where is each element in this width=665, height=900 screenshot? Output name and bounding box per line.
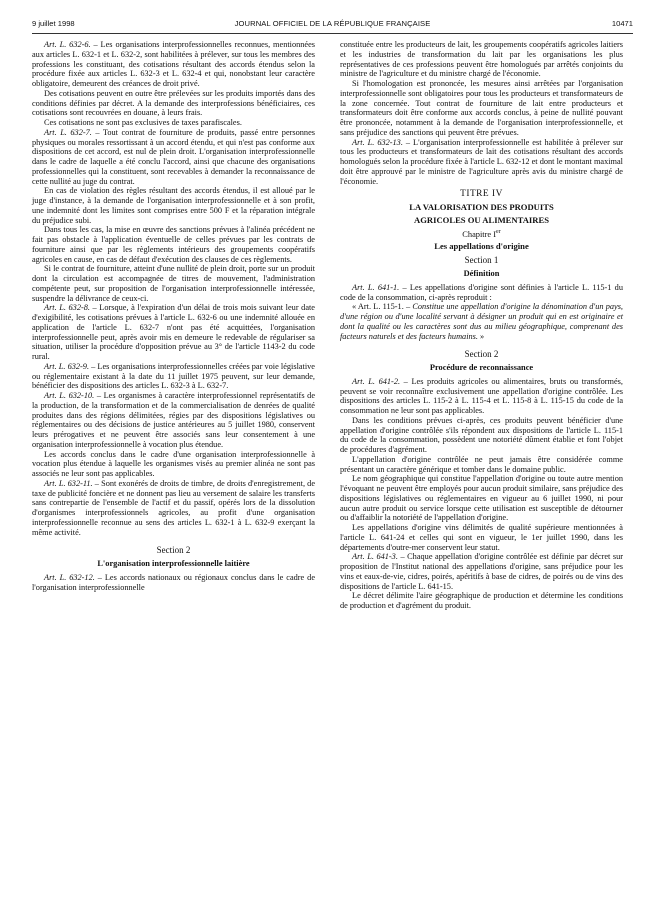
article-ref: Art. L. 632-13. [352, 137, 403, 147]
header-date: 9 juillet 1998 [32, 19, 75, 28]
quote-suffix: » [477, 331, 485, 341]
quote-italic-text: Constitue une appellation d'origine la dénomination d'un pays, d'une région ou d'une localité servant à désigner un produit qui en est originaire et dont la qualité ou les caractères sont dus au milieu géographique, comprenant des facteurs naturels et des facteurs humains. [340, 302, 624, 341]
paragraph [32, 303, 315, 362]
paragraph-text: – Tout contrat de fourniture de produits, passé entre personnes physiques ou morales ressortissant à un accord étendu, et qui n'est pas conforme aux dispositions de cet accord, est nul de plein droit. L'organisation interprofessionnelle dans le cadre de laquelle a été conclu l'accord, ainsi que chacune des organisations professionnelles qui la constituent, sont recevables à demander la reconnaissance de cette nullité au juge du contrat. [32, 127, 315, 186]
paragraph: Le décret délimite l'aire géographique de production et détermine les conditions de production et d'agrément du produit. [340, 591, 623, 611]
paragraph-text: – Les appellations d'origine sont définies à l'article L. 115-1 du code de la consommation, ci-après reproduit : [340, 282, 623, 302]
article-ref: Art. L. 641-1. [352, 282, 400, 292]
section-heading: Section 1 [464, 255, 499, 266]
paragraph [32, 391, 315, 450]
title-subheading-line-2: AGRICOLES OU ALIMENTAIRES [414, 214, 549, 225]
article-ref: Art. L. 632-12. [44, 572, 95, 582]
chapter-heading [340, 228, 623, 240]
article-ref: Art. L. 632-7. [44, 127, 92, 137]
section-heading: Section 2 [156, 545, 191, 556]
article-ref: Art. L. 632-9. [44, 361, 90, 371]
chapter-label: Chapitre I [462, 229, 497, 239]
paragraph: Dans les conditions prévues ci-après, ces produits peuvent bénéficier d'une appellation d'origine contrôlée s'ils répondent aux dispositions de l'article L. 115-1 du code de la consommation, possèdent une notoriété dûment établie et font l'objet de procédures d'agrément. [340, 415, 623, 455]
paragraph-text: – Sont exonérés de droits de timbre, de droits d'enregistrement, de taxe de publicité foncière et ne donnent pas lieu au versement de salaire les transferts sans contrepartie de l'ensemble de l'actif et du passif, opérés lors de la dissolution d'organismes interprofessionnels agricoles, au profit d'une organisation interprofessionnelle reconnue au sens des articles L. 632-1 à L. 632-9 exerçant la même activité. [32, 478, 315, 537]
paragraph-text: – Chaque appellation d'origine contrôlée est définie par décret sur proposition de l'Institut national des appellations d'origine, sans préjudice pour les vins et eaux-de-vie, cidres, poirés, apéritifs à base de cidres, de poirés ou de vins des dispositions de l'article L. 641-15. [340, 552, 624, 591]
chapter-superscript: er [496, 229, 501, 235]
paragraph: Les appellations d'origine vins délimités de qualité supérieure mentionnées à l'article L. 641-24 et celles qui sont en vigueur, le 1er juillet 1990, dans les départements d'outre-mer conservent leur statut. [340, 523, 623, 552]
paragraph-text: – Les organismes à caractère interprofessionnel représentatifs de la production, de la transformation et de la commercialisation de denrées de qualité produites dans des régions délimitées, régies par des dispositions législatives ou réglementaires ou des décisions de justice antérieures au 5 juillet 1980, conservent leurs prérogatives et ne peuvent être associés sans leur consentement à une organisation interprofessionnelle à vocation plus étendue. [32, 391, 315, 449]
quote-prefix: « Art. L. 115-1. – [352, 302, 413, 312]
paragraph: Ces cotisations ne sont pas exclusives de taxes parafiscales. [44, 118, 242, 127]
paragraph [32, 573, 315, 593]
paragraph-text: – Les accords nationaux ou régionaux conclus dans le cadre de l'organisation interprofessionnelle [32, 572, 316, 592]
chapter-subheading: Les appellations d'origine [434, 240, 529, 251]
paragraph-text: – Lorsque, à l'expiration d'un délai de trois mois suivant leur date d'exigibilité, les cotisations prévues à l'article L. 632-6 ou une indemnité allouée en application de l'article L. 632-7 n'ont pas été acquittées, l'organisation interprofessionnelle peut, après avoir mis en demeure le redevable de régulariser sa situation, utiliser la procédure d'opposition prévue au 3° de l'article 1143-2 du code rural. [32, 303, 315, 361]
article-ref: Art. L. 641-2. [352, 376, 401, 386]
paragraph: Si le contrat de fourniture, atteint d'une nullité de plein droit, porte sur un produit dont la circulation est accompagnée de titres de mouvement, l'administration compétente peut, sur proposition de l'organisation interprofessionnelle intéressée, suspendre la délivrance de ceux-ci. [32, 264, 315, 303]
paragraph [340, 283, 623, 303]
header-rule [32, 33, 633, 34]
header-journal-title: JOURNAL OFFICIEL DE LA RÉPUBLIQUE FRANÇAISE [234, 19, 431, 28]
section-heading: Section 2 [464, 349, 499, 360]
paragraph-text: – Les organisations interprofessionnelles reconnues, mentionnées aux articles L. 632-1 et L. 632-2, sont habilitées à prélever, sur tous les membres des professions les constituant, des cotisations résultant des accords étendus selon la procédure fixée aux articles L. 632-3 et L. 632-4 et qui, nonobstant leur caractère obligatoire, demeurent des créances de droit privé. [32, 40, 315, 88]
paragraph: En cas de violation des règles résultant des accords étendus, il est alloué par le juge d'instance, à la demande de l'organisation interprofessionnelle et à son profit, une indemnité dont les limites sont comprises entre 500 F et la réparation intégrale du préjudice subi. [32, 186, 315, 225]
paragraph [32, 362, 315, 391]
paragraph [340, 377, 623, 416]
paragraph-text: – Les organisations interprofessionnelles créées par voie législative ou réglementaire existant à la date du 11 juillet 1975 peuvent, sur leur demande, bénéficier des dispositions des articles L. 632-3 à L. 632-7. [32, 361, 315, 391]
header-page-number: 10471 [611, 19, 633, 28]
quoted-paragraph [340, 302, 623, 341]
paragraph: constituée entre les producteurs de lait, les groupements coopératifs agricoles laitiers et les industries de transformation du lait par les organisations les plus représentatives de ces professions peuvent être homologués par arrêtés conjoints du ministre de l'agriculture et du ministre chargé de l'économie. [340, 40, 623, 79]
page-header [32, 19, 633, 33]
article-ref: Art. L. 632-8. [44, 303, 90, 313]
paragraph [340, 138, 623, 187]
section-subheading: L'organisation interprofessionnelle laitière [97, 559, 250, 568]
paragraph: Si l'homologation est prononcée, les mesures ainsi arrêtées par l'organisation interprofessionnelle sont obligatoires pour tous les producteurs et transformateurs de la zone concernée. Tout contrat de fourniture de lait entre producteurs et transformateurs doit être conforme aux accords conclus, à peine de nullité pouvant être prononcée, notamment à la demande de l'organisation interprofessionnelle, et sans préjudice des sanctions qui peuvent être prévues. [340, 79, 623, 137]
paragraph [32, 128, 315, 187]
paragraph [32, 40, 315, 89]
paragraph: Dans tous les cas, la mise en œuvre des sanctions prévues à l'alinéa précédent ne fait pas obstacle à l'application éventuelle de celles prévues par les contrats de fourniture ainsi que par les règlements intérieurs des groupements coopératifs agricoles en cause, en cas de défaut d'exécution des clauses de ces règlements. [32, 225, 315, 264]
paragraph-text: – L'organisation interprofessionnelle est habilitée à prélever sur tous les producteurs et transformateurs de lait des cotisations résultant des accords homologués selon la procédure fixée à l'article L. 632-12 et dont le montant maximal doit être approuvé par le ministre de l'agriculture après avis du ministre chargé de l'économie. [340, 137, 623, 186]
paragraph: Les accords conclus dans le cadre d'une organisation interprofessionnelle à vocation plus étendue à laquelle les organismes visés au premier alinéa ne sont pas associés ne leur sont pas applicables. [32, 449, 315, 478]
paragraph: L'appellation d'origine contrôlée ne peut jamais être considérée comme présentant un caractère générique et tomber dans le domaine public. [340, 454, 623, 474]
paragraph-text: – Les produits agricoles ou alimentaires, bruts ou transformés, peuvent se voir reconnaître exclusivement une appellation d'origine contrôlée. Les dispositions des articles L. 115-2 à L. 115-4 et L. 115-8 à L. 115-15 du code de la consommation ne leur sont pas applicables. [340, 376, 623, 416]
right-column [340, 40, 623, 611]
paragraph [32, 479, 315, 538]
article-ref: Art. L. 641-3. [352, 552, 398, 562]
title-heading: TITRE IV [460, 189, 503, 200]
paragraph: Des cotisations peuvent en outre être prélevées sur les produits importés dans des conditions définies par décret. A la demande des interprofessions bénéficiaires, ces cotisations sont recouvrées en douane, à leurs frais. [32, 88, 315, 118]
left-column [32, 40, 315, 592]
section-subheading: Définition [463, 269, 500, 279]
paragraph [340, 552, 623, 591]
article-ref: Art. L. 632-10. [44, 391, 95, 400]
article-ref: Art. L. 632-11. [44, 478, 93, 488]
section-subheading: Procédure de reconnaissance [429, 363, 534, 373]
article-ref: Art. L. 632-6. [44, 40, 91, 49]
paragraph: Le nom géographique qui constitue l'appellation d'origine ou toute autre mention l'évoquant ne peuvent être employés pour aucun produit similaire, sans préjudice des dispositions législatives ou réglementaires en vigueur au 6 juillet 1990, ni pour aucun autre produit ou service lorsque cette utilisation est susceptible de détourner ou d'affaiblir la notoriété de l'appellation d'origine. [340, 474, 623, 523]
title-subheading-line-1: LA VALORISATION DES PRODUITS [409, 202, 554, 212]
